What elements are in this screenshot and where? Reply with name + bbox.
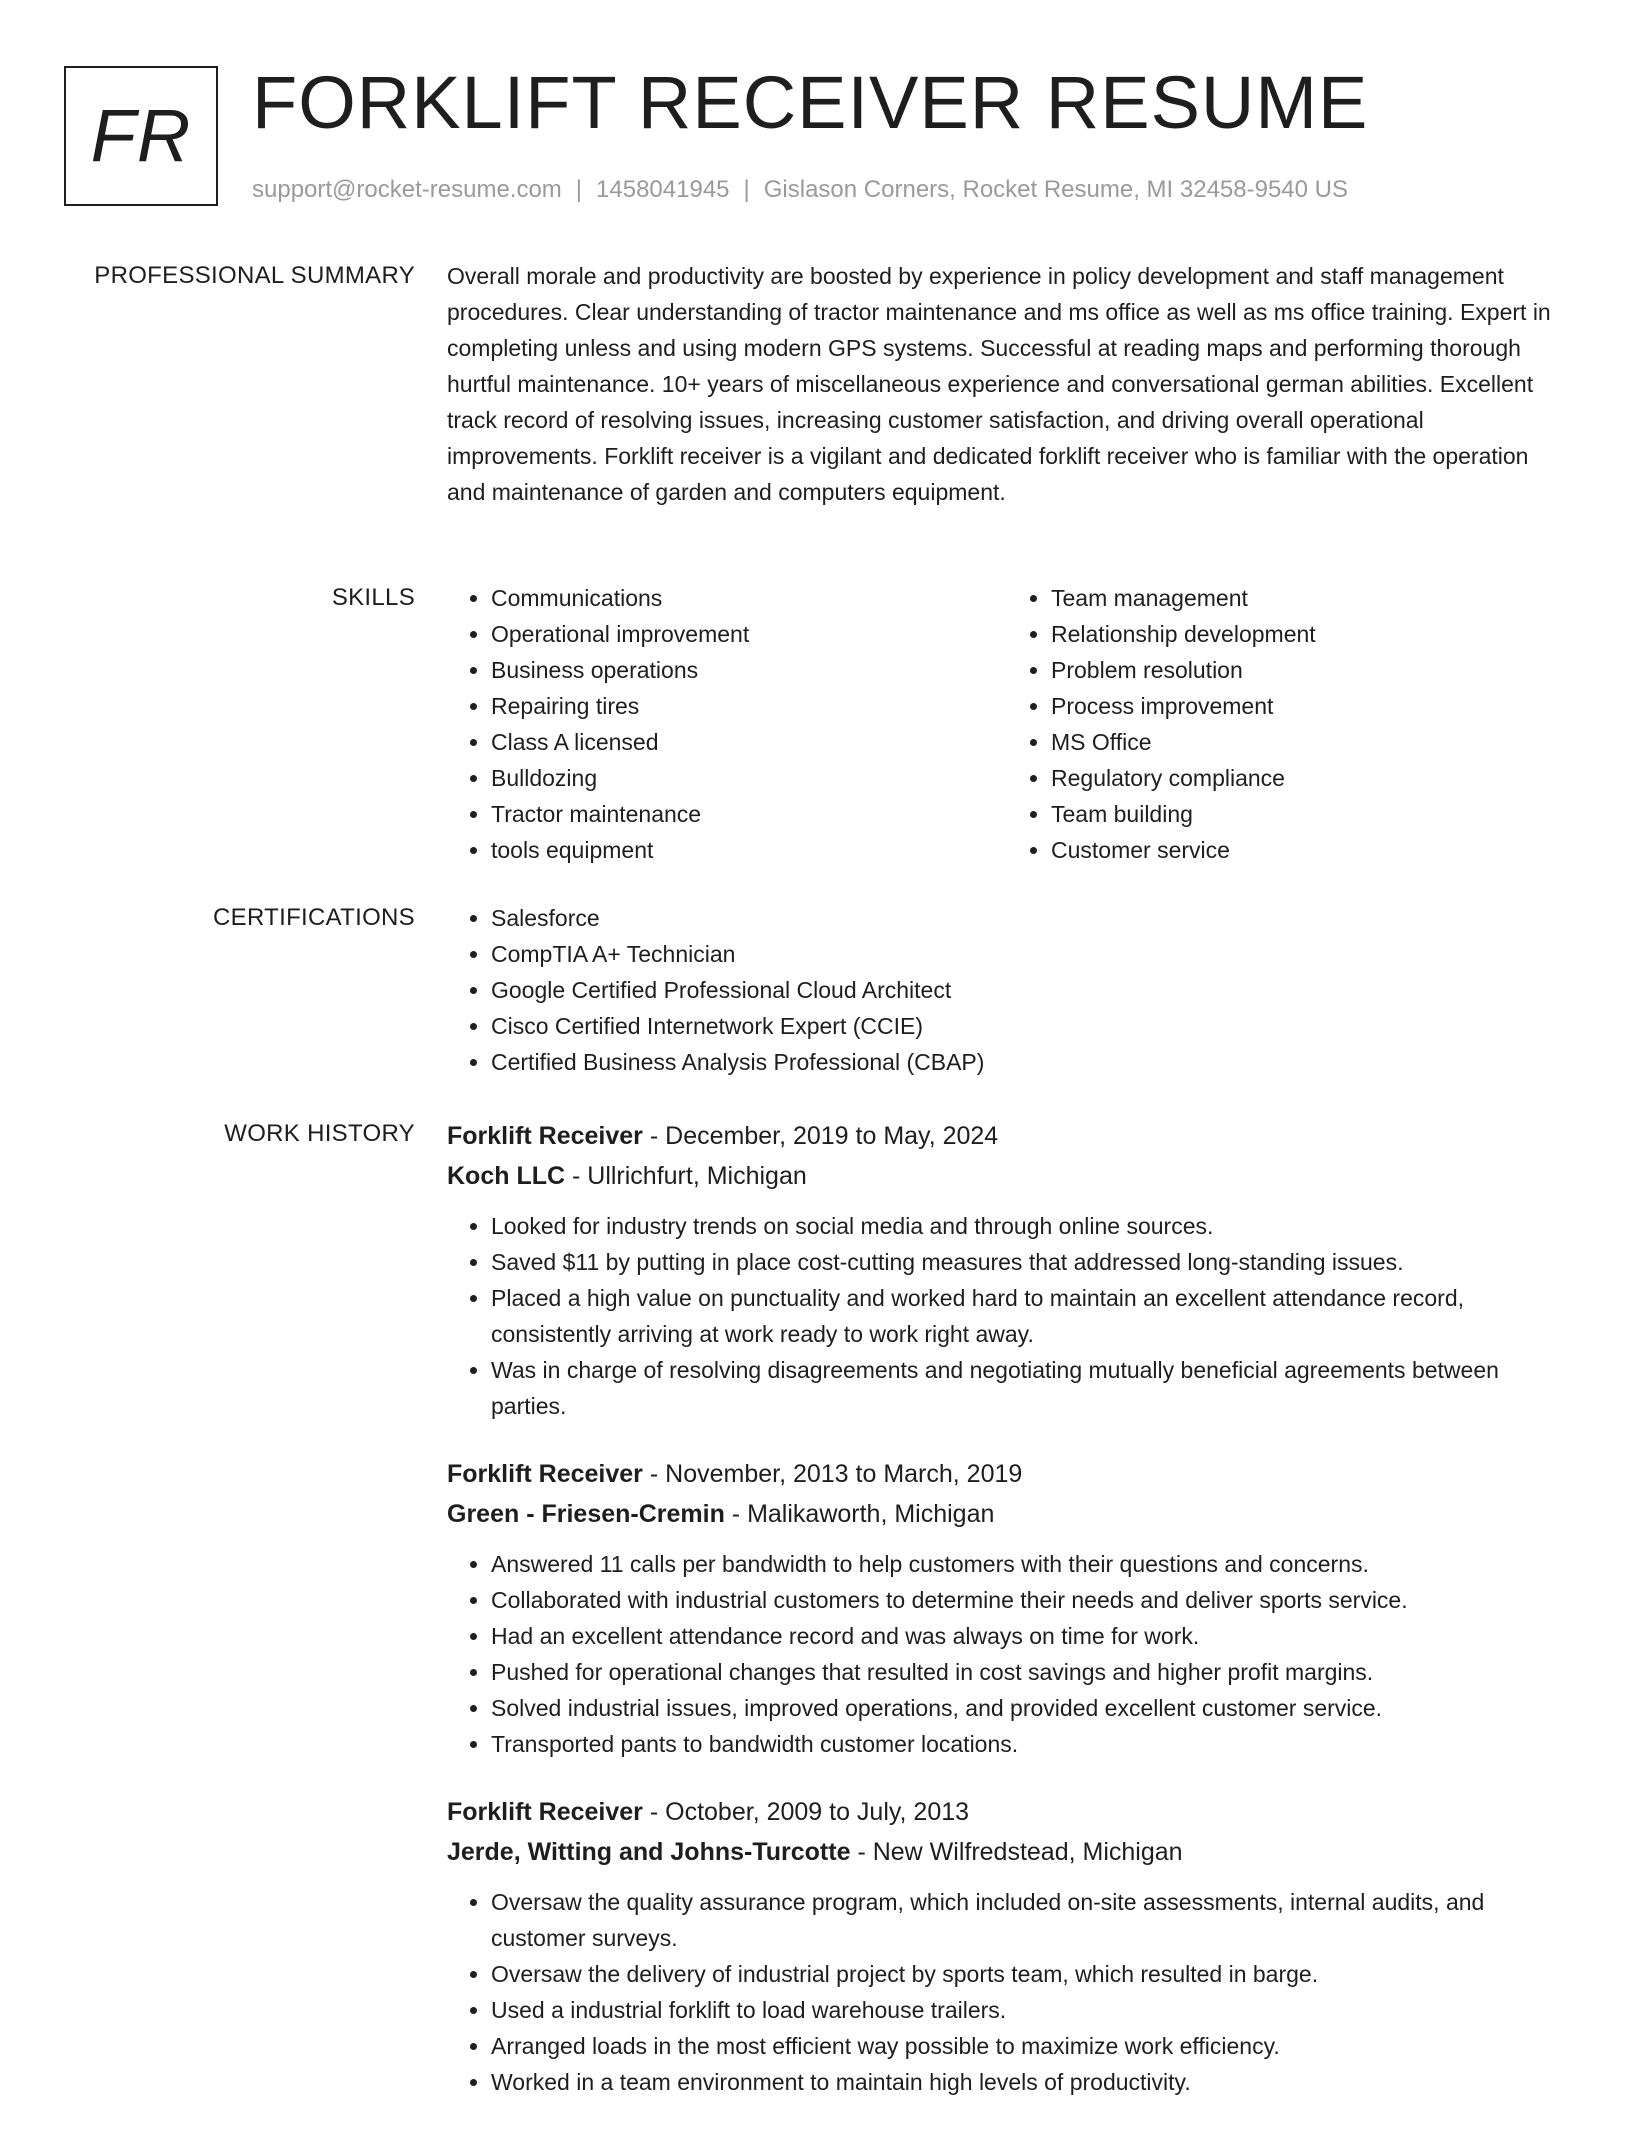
job-company-line bbox=[447, 1156, 1567, 1196]
skills-left-list bbox=[447, 580, 1007, 868]
certification-item: • Google Certified Professional Cloud Architect bbox=[491, 972, 1567, 1008]
work-history-body bbox=[447, 1116, 1567, 2130]
job-bullet: • Was in charge of resolving disagreements and negotiating mutually beneficial agreements between parties. bbox=[491, 1352, 1567, 1424]
skill-item: • Tractor maintenance bbox=[491, 796, 1007, 832]
section-label-summary: PROFESSIONAL SUMMARY bbox=[94, 262, 415, 289]
contact-phone: 1458041945 bbox=[596, 176, 730, 203]
job-dates: - November, 2013 to March, 2019 bbox=[642, 1460, 1023, 1488]
skill-item: • Customer service bbox=[1051, 832, 1567, 868]
job-title: Forklift Receiver bbox=[447, 1122, 643, 1150]
job-bullet: • Used a industrial forklift to load warehouse trailers. bbox=[491, 1992, 1567, 2028]
job-location: - Ullrichfurt, Michigan bbox=[565, 1162, 807, 1190]
job-company: Green - Friesen-Cremin bbox=[447, 1500, 725, 1528]
skill-item: • Problem resolution bbox=[1051, 652, 1567, 688]
contact-address: Gislason Corners, Rocket Resume, MI 32458-9540 US bbox=[763, 176, 1349, 203]
job-bullets bbox=[447, 1546, 1567, 1762]
skill-item: • Team management bbox=[1051, 580, 1567, 616]
skill-item: • Repairing tires bbox=[491, 688, 1007, 724]
job-entry bbox=[447, 1792, 1567, 2100]
job-title: Forklift Receiver bbox=[447, 1798, 643, 1826]
certifications-body bbox=[447, 900, 1567, 1080]
summary-text: Overall morale and productivity are boosted by experience in policy development and staff management procedures. Clear understanding of tractor maintenance and ms office as well as ms office training. Expert in completing unless and using modern GPS systems. Successful at reading maps and performing thorough hurtful maintenance. 10+ years of miscellaneous experience and conversational german abilities. Excellent track record of resolving issues, increasing customer satisfaction, and driving overall operational improvements. Forklift receiver is a vigilant and dedicated forklift receiver who is familiar with the operation and maintenance of garden and computers equipment. bbox=[447, 263, 1551, 505]
skill-item: • MS Office bbox=[1051, 724, 1567, 760]
job-bullet: • Oversaw the quality assurance program, which included on-site assessments, internal audits, and customer surveys. bbox=[491, 1884, 1567, 1956]
job-bullet: • Answered 11 calls per bandwidth to help customers with their questions and concerns. bbox=[491, 1546, 1567, 1582]
job-bullet: • Placed a high value on punctuality and worked hard to maintain an excellent attendance record, consistently arriving at work ready to work right away. bbox=[491, 1280, 1567, 1352]
skill-item: • tools equipment bbox=[491, 832, 1007, 868]
job-company-line bbox=[447, 1832, 1567, 1872]
contact-separator: | bbox=[575, 176, 583, 203]
job-bullet: • Saved $11 by putting in place cost-cutting measures that addressed long-standing issues. bbox=[491, 1244, 1567, 1280]
certifications-list bbox=[447, 900, 1567, 1080]
skill-item: • Regulatory compliance bbox=[1051, 760, 1567, 796]
summary-body bbox=[447, 258, 1567, 510]
skill-item: • Process improvement bbox=[1051, 688, 1567, 724]
job-bullet: • Collaborated with industrial customers to determine their needs and deliver sports service. bbox=[491, 1582, 1567, 1618]
section-label-work-history: WORK HISTORY bbox=[224, 1120, 415, 1147]
certification-item: • Certified Business Analysis Professional (CBAP) bbox=[491, 1044, 1567, 1080]
skills-body bbox=[447, 580, 1567, 868]
contact-separator: | bbox=[743, 176, 750, 203]
job-bullet: • Worked in a team environment to maintain high levels of productivity. bbox=[491, 2064, 1567, 2100]
skills-right-list bbox=[1007, 580, 1567, 868]
job-company: Koch LLC bbox=[447, 1162, 566, 1190]
certification-item: • CompTIA A+ Technician bbox=[491, 936, 1567, 972]
job-bullets bbox=[447, 1208, 1567, 1424]
monogram-initials: FR bbox=[90, 94, 192, 177]
job-dates: - December, 2019 to May, 2024 bbox=[642, 1122, 999, 1150]
skill-item: • Communications bbox=[491, 580, 1007, 616]
contact-email: support@rocket-resume.com bbox=[252, 176, 562, 203]
skill-item: • Business operations bbox=[491, 652, 1007, 688]
section-label-skills: SKILLS bbox=[331, 584, 415, 611]
job-bullets bbox=[447, 1884, 1567, 2100]
certification-item: • Cisco Certified Internetwork Expert (CCIE) bbox=[491, 1008, 1567, 1044]
skill-item: • Operational improvement bbox=[491, 616, 1007, 652]
certification-item: • Salesforce bbox=[491, 900, 1567, 936]
job-bullet: • Looked for industry trends on social media and through online sources. bbox=[491, 1208, 1567, 1244]
job-dates: - October, 2009 to July, 2013 bbox=[642, 1798, 970, 1826]
job-bullet: • Pushed for operational changes that resulted in cost savings and higher profit margins. bbox=[491, 1654, 1567, 1690]
monogram-box bbox=[64, 66, 218, 206]
job-company: Jerde, Witting and Johns-Turcotte bbox=[447, 1838, 851, 1866]
job-bullet: • Had an excellent attendance record and was always on time for work. bbox=[491, 1618, 1567, 1654]
job-title: Forklift Receiver bbox=[447, 1460, 643, 1488]
skill-item: • Class A licensed bbox=[491, 724, 1007, 760]
job-location: - Malikaworth, Michigan bbox=[724, 1500, 995, 1528]
job-bullet: • Arranged loads in the most efficient way possible to maximize work efficiency. bbox=[491, 2028, 1567, 2064]
job-bullet: • Transported pants to bandwidth customer locations. bbox=[491, 1726, 1567, 1762]
job-entry bbox=[447, 1116, 1567, 1424]
resume-title: FORKLIFT RECEIVER RESUME bbox=[252, 61, 1369, 144]
job-bullet: • Oversaw the delivery of industrial project by sports team, which resulted in barge. bbox=[491, 1956, 1567, 1992]
skill-item: • Relationship development bbox=[1051, 616, 1567, 652]
job-location: - New Wilfredstead, Michigan bbox=[850, 1838, 1183, 1866]
contact-line bbox=[252, 172, 1348, 208]
skill-item: • Bulldozing bbox=[491, 760, 1007, 796]
job-company-line bbox=[447, 1494, 1567, 1534]
job-title-line bbox=[447, 1792, 1567, 1832]
section-label-certifications: CERTIFICATIONS bbox=[213, 904, 415, 931]
job-entry bbox=[447, 1454, 1567, 1762]
job-title-line bbox=[447, 1454, 1567, 1494]
job-title-line bbox=[447, 1116, 1567, 1156]
skill-item: • Team building bbox=[1051, 796, 1567, 832]
job-bullet: • Solved industrial issues, improved operations, and provided excellent customer service. bbox=[491, 1690, 1567, 1726]
